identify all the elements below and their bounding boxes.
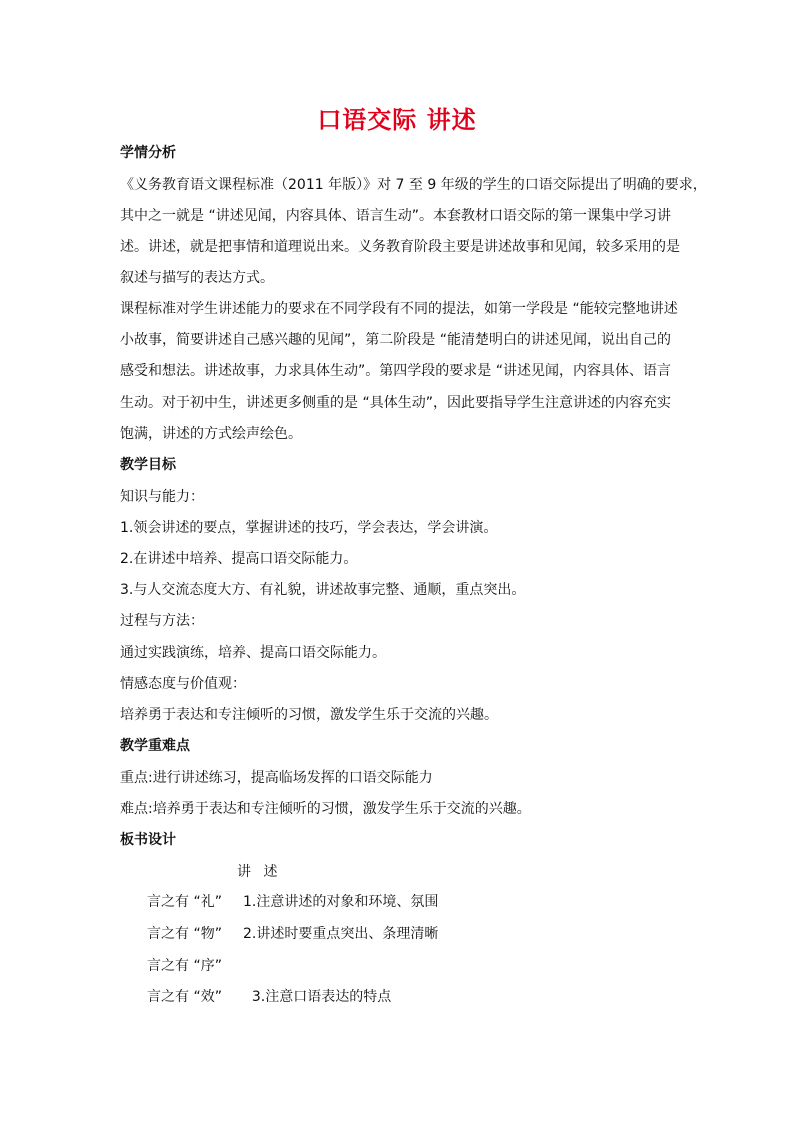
board-row: [147, 987, 391, 1007]
analysis-line: 小故事，简要讲述自己感兴趣的见闻”，第二阶段是 “能清楚明白的讲述见闻，说出自己的: [120, 332, 671, 348]
board-row-left: 言之有 “物”: [147, 926, 222, 942]
goals-line: 1.领会讲述的要点，掌握讲述的技巧，学会表达，学会讲演。: [120, 520, 498, 536]
board-row: [147, 892, 438, 912]
key-points-line: 重点:进行讲述练习，提高临场发挥的口语交际能力: [120, 770, 433, 786]
page-title: 口语交际 讲述: [317, 106, 477, 134]
goals-line: 3.与人交流态度大方、有礼貌，讲述故事完整、通顺，重点突出。: [120, 582, 526, 598]
analysis-line: 其中之一就是 “讲述见闻，内容具体、语言生动”。本套教材口语交际的第一课集中学习讲: [120, 208, 671, 224]
board-row-right: 1.注意讲述的对象和环境、氛围: [243, 894, 439, 910]
section-heading-goals: 教学目标: [120, 457, 176, 473]
board-title: 讲 述: [237, 864, 282, 880]
analysis-line: 感受和想法。讲述故事，力求具体生动”。第四学段的要求是 “讲述见闻，内容具体、语言: [120, 363, 671, 379]
goals-line: 培养勇于表达和专注倾听的习惯，激发学生乐于交流的兴趣。: [120, 707, 498, 723]
section-heading-key-points: 教学重难点: [120, 738, 190, 754]
analysis-line: 述。讲述，就是把事情和道理说出来。义务教育阶段主要是讲述故事和见闻，较多采用的是: [120, 239, 680, 255]
board-row-right: 3.注意口语表达的特点: [243, 989, 392, 1005]
board-row-right: 2.讲述时要重点突出、条理清晰: [243, 926, 439, 942]
key-points-line: 难点:培养勇于表达和专注倾听的习惯，激发学生乐于交流的兴趣。: [120, 801, 531, 817]
analysis-line: 叙述与描写的表达方式。: [120, 270, 274, 286]
goals-line: 通过实践演练，培养、提高口语交际能力。: [120, 645, 386, 661]
goals-line: 知识与能力：: [120, 489, 204, 505]
board-row: [147, 924, 438, 944]
board-row: [147, 956, 243, 976]
analysis-line: 课程标准对学生讲述能力的要求在不同学段有不同的提法，如第一学段是 “能较完整地讲述: [120, 301, 678, 317]
board-row-left: 言之有 “效”: [147, 989, 222, 1005]
analysis-line: 《义务教育语文课程标准（2011 年版）》对 7 至 9 年级的学生的口语交际提出了明确的要求，: [120, 177, 707, 193]
analysis-line: 生动。对于初中生，讲述更多侧重的是 “具体生动”，因此要指导学生注意讲述的内容充实: [120, 395, 671, 411]
analysis-line: 饱满，讲述的方式绘声绘色。: [120, 426, 302, 442]
goals-line: 情感态度与价值观：: [120, 676, 246, 692]
goals-line: 过程与方法：: [120, 613, 204, 629]
goals-line: 2.在讲述中培养、提高口语交际能力。: [120, 551, 358, 567]
board-row-left: 言之有 “序”: [147, 958, 222, 974]
section-heading-analysis: 学情分析: [120, 145, 176, 161]
board-row-left: 言之有 “礼”: [147, 894, 222, 910]
section-heading-board: 板书设计: [120, 832, 176, 848]
